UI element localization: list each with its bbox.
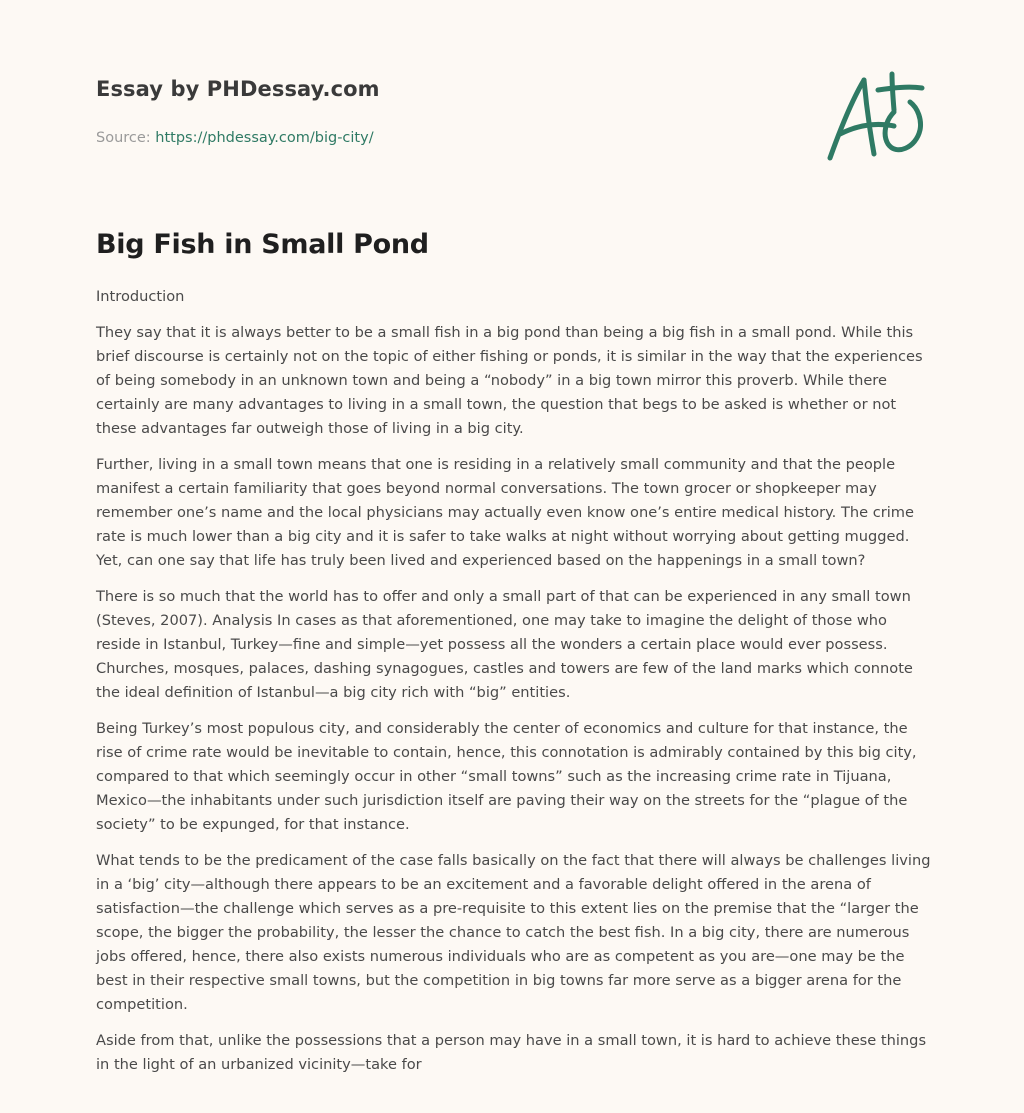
source-label: Source: <box>96 130 151 146</box>
a-plus-logo-icon <box>822 68 928 166</box>
essay-title: Big Fish in Small Pond <box>96 229 429 260</box>
essay-paragraph: There is so much that the world has to offer and only a small part of that can be experienced in any small town (Steves, 2007). Analysis In cases as that aforementioned, one may take to imagine the delight of those who reside in Istanbul, Turkey—fine and simple—yet possess all the wonders a certain place would ever possess. Churches, mosques, palaces, dashing synagogues, castles and towers are few of the land marks which connote the ideal definition of Istanbul—a big city rich with “big” entities. <box>96 588 913 701</box>
essay-paragraph: Further, living in a small town means that one is residing in a relatively small community and that the people manifest a certain familiarity that goes beyond normal conversations. The town grocer or shopkeeper may remember one’s name and the local physicians may actually even know one’s entire medical history. The crime rate is much lower than a big city and it is safer to take walks at night without worrying about getting mugged. Yet, can one say that life has truly been lived and experienced based on the happenings in a small town? <box>96 456 915 569</box>
essay-paragraph: They say that it is always better to be a small fish in a big pond than being a big fish in a small pond. While this brief discourse is certainly not on the topic of either fishing or ponds, it is similar in the way that the experiences of being somebody in an unknown town and being a “nobody” in a big town mirror this proverb. While there certainly are many advantages to living in a small town, the question that begs to be asked is whether or not these advantages far outweigh those of living in a big city. <box>96 324 923 437</box>
document-header <box>96 74 596 148</box>
essay-body <box>96 285 932 1089</box>
essay-paragraph: Introduction <box>96 288 185 305</box>
essay-paragraph: What tends to be the predicament of the case falls basically on the fact that there will always be challenges living in a ‘big’ city—although there appears to be an excitement and a favorable delight offered in the arena of satisfaction—the challenge which serves as a pre-requisite to this extent lies on the premise that the “larger the scope, the bigger the probability, the lesser the chance to catch the best fish. In a big city, there are numerous jobs offered, hence, there also exists numerous individuals who are as competent as you are—one may be the best in their respective small towns, but the competition in big towns far more serve as a bigger arena for the competition. <box>96 852 931 1013</box>
source-link[interactable]: https://phdessay.com/big-city/ <box>155 130 374 146</box>
essay-paragraph: Being Turkey’s most populous city, and considerably the center of economics and culture for that instance, the rise of crime rate would be inevitable to contain, hence, this connotation is admirably contained by this big city, compared to that which seemingly occur in other “small towns” such as the increasing crime rate in Tijuana, Mexico—the inhabitants under such jurisdiction itself are paving their way on the streets for the “plague of the society” to be expunged, for that instance. <box>96 720 917 833</box>
essay-paragraph: Aside from that, unlike the possessions that a person may have in a small town, it is hard to achieve these things in the light of an urbanized vicinity—take for <box>96 1032 927 1073</box>
source-line <box>96 128 596 148</box>
site-brand: Essay by PHDessay.com <box>96 77 380 101</box>
